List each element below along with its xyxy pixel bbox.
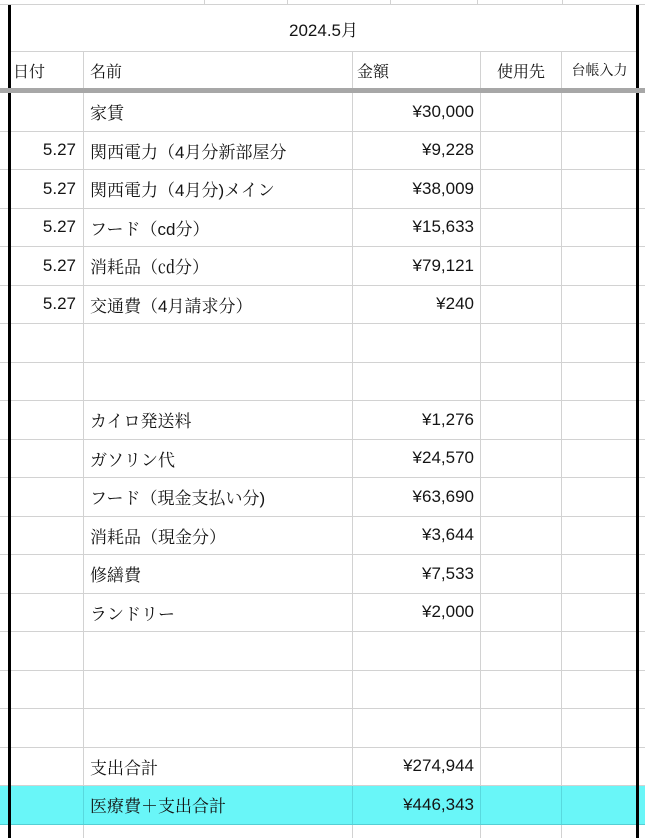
gridline-tick — [204, 0, 205, 4]
cell-amount[interactable] — [353, 671, 481, 709]
cell-amount[interactable]: ¥240 — [353, 286, 481, 324]
cell-usage[interactable] — [481, 709, 562, 747]
frozen-row-divider[interactable] — [0, 88, 645, 93]
cell-name[interactable]: フード（現金支払い分) — [84, 478, 353, 516]
table-row — [0, 671, 645, 710]
column-header-date[interactable]: 日付 — [9, 52, 84, 88]
table-row — [0, 247, 645, 286]
cell-ledger[interactable] — [562, 286, 638, 324]
row-margin-right — [638, 5, 645, 52]
cell-date[interactable] — [9, 632, 84, 670]
table-row — [0, 209, 645, 248]
cell-amount[interactable]: ¥38,009 — [353, 170, 481, 208]
table-body — [0, 93, 645, 838]
cell-name[interactable] — [84, 709, 353, 747]
cell-amount[interactable]: ¥30,000 — [353, 93, 481, 131]
table-row — [0, 632, 645, 671]
table-row — [0, 709, 645, 748]
cell-ledger[interactable] — [562, 93, 638, 131]
cell-date[interactable]: 5.27 — [9, 132, 84, 170]
cell-name[interactable] — [84, 632, 353, 670]
row-margin-right — [638, 517, 645, 555]
cell-name[interactable]: フード（cd分） — [84, 209, 353, 247]
cell-date[interactable] — [9, 363, 84, 401]
cell-amount[interactable]: ¥15,633 — [353, 209, 481, 247]
table-row — [0, 286, 645, 325]
table-row — [0, 363, 645, 402]
row-margin-right — [638, 555, 645, 593]
cell-name[interactable]: 家賃 — [84, 93, 353, 131]
column-header-name[interactable]: 名前 — [84, 52, 353, 88]
table-row — [0, 440, 645, 479]
cell-amount[interactable]: ¥9,228 — [353, 132, 481, 170]
cell-date[interactable] — [9, 709, 84, 747]
cell-usage[interactable] — [481, 324, 562, 362]
cell-amount[interactable] — [353, 632, 481, 670]
cell-amount[interactable]: ¥79,121 — [353, 247, 481, 285]
cell-date[interactable] — [9, 478, 84, 516]
cell-name[interactable]: 支出合計 — [84, 748, 353, 786]
gridline-tick — [287, 0, 288, 4]
cell-amount[interactable]: ¥3,644 — [353, 517, 481, 555]
row-margin-right — [638, 671, 645, 709]
cell-date[interactable]: 5.27 — [9, 209, 84, 247]
cell-date[interactable]: 5.27 — [9, 247, 84, 285]
cell-usage[interactable] — [481, 671, 562, 709]
table-row — [0, 170, 645, 209]
table-row — [0, 401, 645, 440]
cell-ledger[interactable] — [562, 709, 638, 747]
cell-amount[interactable] — [353, 825, 481, 838]
column-header-ledger[interactable]: 台帳入力 — [562, 52, 638, 88]
cell-usage[interactable] — [481, 748, 562, 786]
cell-date[interactable] — [9, 748, 84, 786]
cell-ledger[interactable] — [562, 748, 638, 786]
cell-usage[interactable] — [481, 632, 562, 670]
row-margin-right — [638, 594, 645, 632]
cell-usage[interactable] — [481, 825, 562, 838]
cell-date[interactable]: 5.27 — [9, 170, 84, 208]
cell-date[interactable] — [9, 594, 84, 632]
cell-ledger[interactable] — [562, 440, 638, 478]
cell-usage[interactable] — [481, 555, 562, 593]
cell-usage[interactable] — [481, 247, 562, 285]
header-row — [0, 52, 645, 88]
table-left-border — [8, 5, 11, 838]
cell-ledger[interactable] — [562, 209, 638, 247]
row-margin-right — [638, 632, 645, 670]
cell-date[interactable] — [9, 93, 84, 131]
cell-ledger[interactable] — [562, 594, 638, 632]
cell-amount[interactable]: ¥446,343 — [353, 786, 481, 824]
cell-usage[interactable] — [481, 478, 562, 516]
cell-amount[interactable]: ¥2,000 — [353, 594, 481, 632]
cell-ledger[interactable] — [562, 555, 638, 593]
cell-name[interactable]: 消耗品（㏅分） — [84, 247, 353, 285]
cell-usage[interactable] — [481, 517, 562, 555]
cell-date[interactable]: 5.27 — [9, 286, 84, 324]
row-margin-right — [638, 363, 645, 401]
row-margin-right — [638, 170, 645, 208]
cell-usage[interactable] — [481, 93, 562, 131]
cell-usage[interactable] — [481, 440, 562, 478]
cell-amount[interactable] — [353, 324, 481, 362]
cell-usage[interactable] — [481, 363, 562, 401]
cell-usage[interactable] — [481, 786, 562, 824]
table-row — [0, 825, 645, 838]
cell-ledger[interactable] — [562, 401, 638, 439]
cell-name[interactable]: ランドリー — [84, 594, 353, 632]
cell-name[interactable]: 消耗品（現金分） — [84, 517, 353, 555]
cell-ledger[interactable] — [562, 825, 638, 838]
cell-ledger[interactable] — [562, 363, 638, 401]
cell-name[interactable]: 医療費＋支出合計 — [84, 786, 353, 824]
cell-usage[interactable] — [481, 286, 562, 324]
table-right-border — [636, 5, 639, 838]
cell-usage[interactable] — [481, 132, 562, 170]
row-margin-right — [638, 52, 645, 88]
row-margin-right — [638, 247, 645, 285]
cell-date[interactable] — [9, 517, 84, 555]
table-row — [0, 555, 645, 594]
cell-date[interactable] — [9, 440, 84, 478]
table-row — [0, 594, 645, 633]
cell-name[interactable] — [84, 671, 353, 709]
table-row — [0, 478, 645, 517]
cell-amount[interactable] — [353, 363, 481, 401]
cell-ledger[interactable] — [562, 324, 638, 362]
cell-name[interactable]: 修繕費 — [84, 555, 353, 593]
cell-ledger[interactable] — [562, 517, 638, 555]
row-margin-right — [638, 478, 645, 516]
column-header-amount[interactable]: 金額 — [353, 52, 481, 88]
sheet-title[interactable]: 2024.5月 — [9, 5, 638, 52]
row-margin-right — [638, 709, 645, 747]
table-row — [0, 93, 645, 132]
row-margin-right — [638, 786, 645, 824]
cell-date[interactable] — [9, 671, 84, 709]
cell-usage[interactable] — [481, 170, 562, 208]
cell-date[interactable] — [9, 555, 84, 593]
cell-ledger[interactable] — [562, 132, 638, 170]
table-row — [0, 786, 645, 825]
cell-ledger[interactable] — [562, 632, 638, 670]
gridline-tick — [390, 0, 391, 4]
cell-usage[interactable] — [481, 594, 562, 632]
cell-amount[interactable]: ¥63,690 — [353, 478, 481, 516]
cell-ledger[interactable] — [562, 786, 638, 824]
cell-name[interactable]: 交通費（4月請求分） — [84, 286, 353, 324]
cell-ledger[interactable] — [562, 671, 638, 709]
row-margin-right — [638, 286, 645, 324]
row-margin-right — [638, 132, 645, 170]
cell-name[interactable]: ガソリン代 — [84, 440, 353, 478]
table-row — [0, 132, 645, 171]
cell-name[interactable]: 関西電力（4月分)メイン — [84, 170, 353, 208]
row-margin-right — [638, 748, 645, 786]
cell-date[interactable] — [9, 825, 84, 838]
cell-name[interactable]: カイロ発送料 — [84, 401, 353, 439]
cell-amount[interactable]: ¥274,944 — [353, 748, 481, 786]
cell-date[interactable] — [9, 786, 84, 824]
cell-amount[interactable]: ¥1,276 — [353, 401, 481, 439]
cell-name[interactable] — [84, 363, 353, 401]
gridline-tick — [562, 0, 563, 4]
cell-name[interactable] — [84, 825, 353, 838]
cell-name[interactable]: 関西電力（4月分新部屋分 — [84, 132, 353, 170]
column-header-usage[interactable]: 使用先 — [481, 52, 562, 88]
row-margin-right — [638, 209, 645, 247]
cell-amount[interactable] — [353, 709, 481, 747]
cell-date[interactable] — [9, 324, 84, 362]
cell-amount[interactable]: ¥7,533 — [353, 555, 481, 593]
row-margin-right — [638, 93, 645, 131]
cell-amount[interactable]: ¥24,570 — [353, 440, 481, 478]
title-row — [0, 5, 645, 52]
cell-usage[interactable] — [481, 401, 562, 439]
row-margin-right — [638, 324, 645, 362]
cell-ledger[interactable] — [562, 478, 638, 516]
table-row — [0, 748, 645, 787]
gridline-tick — [477, 0, 478, 4]
cell-usage[interactable] — [481, 209, 562, 247]
cell-ledger[interactable] — [562, 247, 638, 285]
cell-date[interactable] — [9, 401, 84, 439]
row-margin-right — [638, 401, 645, 439]
table-row — [0, 517, 645, 556]
cell-ledger[interactable] — [562, 170, 638, 208]
row-margin-right — [638, 825, 645, 838]
table-row — [0, 324, 645, 363]
cell-name[interactable] — [84, 324, 353, 362]
row-margin-right — [638, 440, 645, 478]
